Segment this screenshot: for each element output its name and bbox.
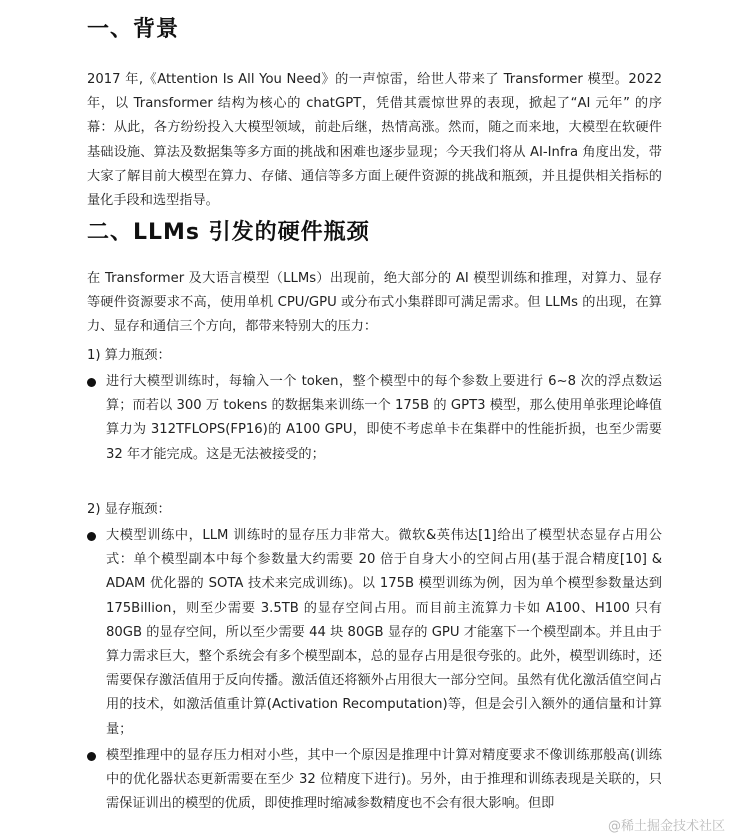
subsection-title-memory: 2) 显存瓶颈： xyxy=(87,502,171,517)
bullet-dot-icon xyxy=(87,378,96,387)
section-heading-hardware-bottleneck: 二、LLMs 引发的硬件瓶颈 xyxy=(87,220,370,245)
watermark xyxy=(608,815,725,834)
watermark-text: @稀土掘金技术社区 xyxy=(607,819,725,834)
list-item xyxy=(87,744,662,817)
list-item-text: 大模型训练中，LLM 训练时的显存压力非常大。微软&英伟达[1]给出了模型状态显存占用公式：单个模型副本中每个参数量大约需要 20 倍于自身大小的空间占用(基于混合精度[10] & ADAM 优化器的 SOTA 技术来完成训练)。以 175B 模型训练为例，因为单个模型参数量达到 175Billion，则至少需要 3.5TB 的显存空间占用。而目前主流算力卡如 A100、H100 只有 80GB 的显存空间，所以至少需要 44 块 80GB 显存的 GPU 才能塞下一个模型副本。并且由于算力需求巨大，整个系统会有多个模型副本，总的显存占用是很夸张的。此外，模型训练时，还需要保存激活值用于反向传播。激活值还将额外占用很大一部分空间。虽然有优化激活值空间占用的技术，如激活值重计算(Activation Recomputation)等，但是会引入额外的通信量和计算量； xyxy=(106,528,662,737)
list-item xyxy=(87,524,662,742)
bullet-dot-icon xyxy=(87,752,96,761)
list-item-text: 进行大模型训练时，每输入一个 token，整个模型中的每个参数上要进行 6~8 次的浮点数运算；而若以 300 万 tokens 的数据集来训练一个 175B 的 GPT3 模型，那么使用单张理论峰值算力为 312TFLOPS(FP16)的 A100 GPU，即使不考虑单卡在集群中的性能折损，也至少需要 32 年才能完成。这是无法被接受的； xyxy=(106,374,662,462)
list-item xyxy=(87,370,662,467)
background-paragraph: 2017 年,《Attention Is All You Need》的一声惊雷，给世人带来了 Transformer 模型。2022 年，以 Transformer 结构为核心的 chatGPT，凭借其震惊世界的表现，掀起了“AI 元年” 的序幕：从此，各方纷纷投入大模型领域，前赴后继，热情高涨。然而，随之而来地，大模型在软硬件基础设施、算法及数据集等多方面的挑战和困难也逐步显现；今天我们将从 AI-Infra 角度出发，带大家了解目前大模型在算力、存储、通信等多方面上硬件资源的挑战和瓶颈，并且提供相关指标的量化手段和选型指导。 xyxy=(87,72,662,209)
bullet-dot-icon xyxy=(87,532,96,541)
list-item-text: 模型推理中的显存压力相对小些，其中一个原因是推理中计算对精度要求不像训练那般高(训练中的优化器状态更新需要在至少 32 位精度下进行)。另外，由于推理和训练表现是关联的，只需保证训出的模型的优质，即使推理时缩减参数精度也不会有很大影响。但即 xyxy=(106,748,662,812)
section-heading-background: 一、背景 xyxy=(87,17,180,42)
subsection-title-compute: 1) 算力瓶颈： xyxy=(87,348,171,363)
hardware-intro-paragraph: 在 Transformer 及大语言模型（LLMs）出现前，绝大部分的 AI 模型训练和推理，对算力、显存等硬件资源要求不高，使用单机 CPU/GPU 或分布式小集群即可满足需求。但 LLMs 的出现，在算力、显存和通信三个方向，都带来特别大的压力： xyxy=(87,271,662,335)
